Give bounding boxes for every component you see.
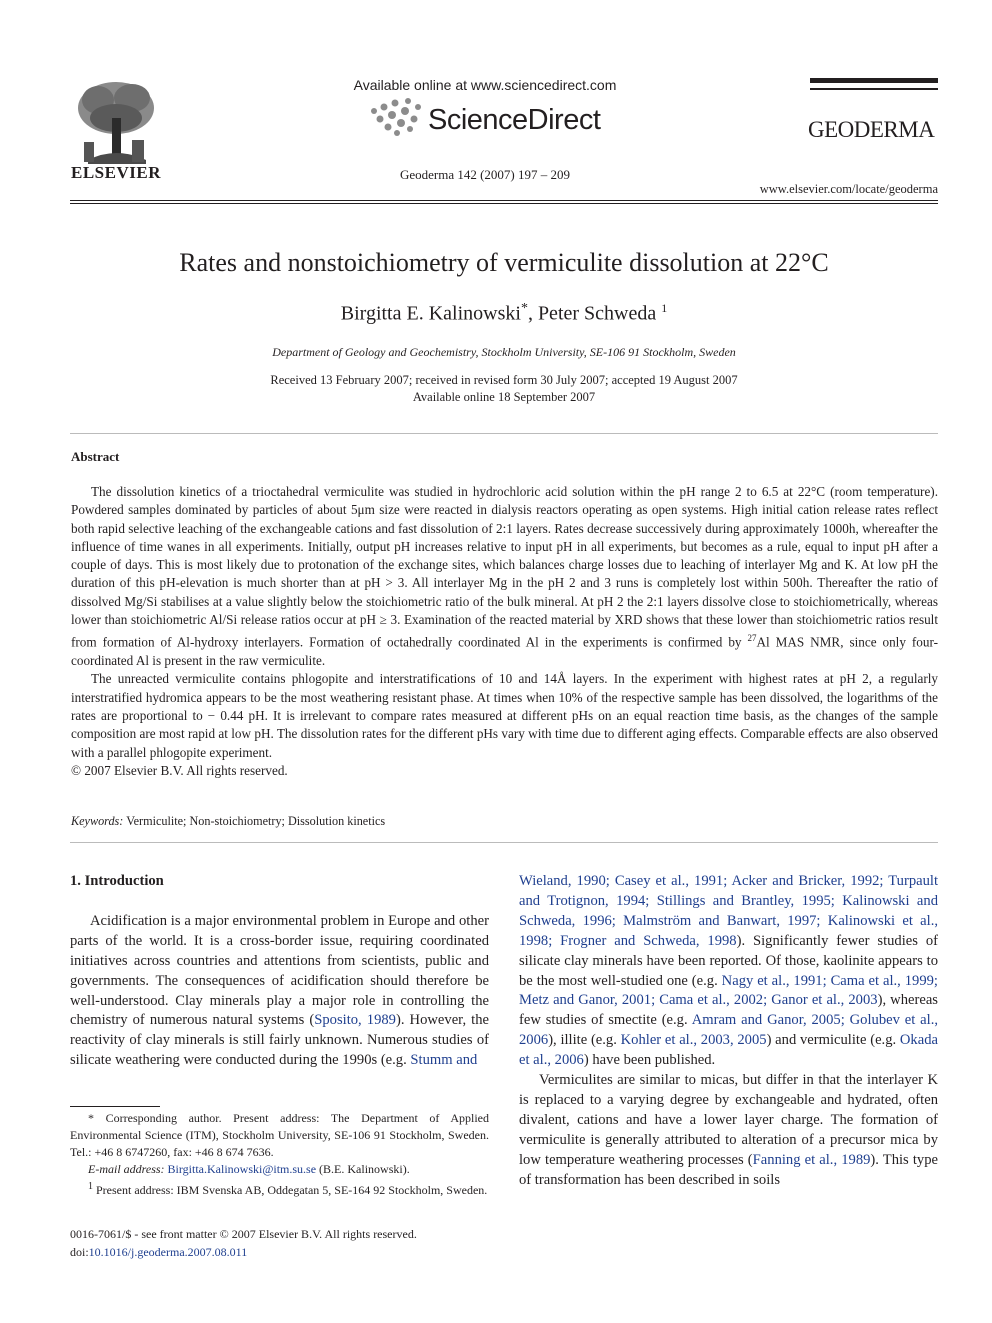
available-online-text[interactable]: Available online at www.sciencedirect.com xyxy=(353,77,617,93)
reference-link[interactable]: Sposito, 1989 xyxy=(314,1012,396,1029)
sciencedirect-dots-icon xyxy=(368,97,430,139)
abstract-text: The dissolution kinetics of a trioctahedral vermiculite was studied in hydrochloric acid solution within the pH range 2 to 6.5 at 22°C (room temperature). Powdered samples dominated by particles of about 5μm size were reacted in dialysis reactors operating as open systems. High initial cation release rates reflect both rapid selective leaching of the exchangeable cations and fast dissolution of 2:1 layers. Rates decrease successively during approximately 1000h, whereafter the influence of time wanes in all experiments. Initially, output pH increases relative to input pH in all experiments, but becomes as a rule, equal to input pH after a couple of days. This is most likely due to protonation of the exchange sites, which balances charge losses due to leaching of interlayer Mg and K. At low pH the duration of this pH-elevation is much shorter than at pH > 3. All interlayer Mg in the pH 2 and 3 runs is completely lost within 500h. Thereafter the ratio of dissolved Mg/Si stabilises at a value slightly below the stoichiometric ratio of the bulk mineral. At pH 2 the 2:1 layers dissolve close to stoichiometrically, whereas lower than stoichiometric Al/Si release ratios occur at pH ≥ 3. Examination of the reacted material by XRD shows that these lower than stoichiometric ratios result from formation of Al-hydroxy interlayers. Formation of octahedrally coordinated Al in the experiments is confirmed by xyxy=(71,484,938,650)
reference-link[interactable]: Wieland, 1990; Casey et al., 1991; Acker and Bricker, 1992; Turpault and Trotignon, 1994; Stillings and Brantley, 1995; Kalinowski and Schweda, 1996; Malmström and Banwart, 1997; Kalinowski et al., 1998; Frogner and Schweda, 1998 xyxy=(519,873,938,949)
keywords xyxy=(71,814,938,829)
body-text: ). Significantly fewer studies of silicate clay minerals have been reported. Of those, kaolinite appears to be the most well-studied one (e.g. xyxy=(519,932,938,989)
body-paragraph xyxy=(519,1071,938,1190)
keywords-label: Keywords: xyxy=(71,814,124,828)
author-mark[interactable]: * xyxy=(520,301,528,316)
reference-link[interactable]: Nagy et al., 1991; Cama et al., 1999; Metz and Ganor, 2001; Cama et al., 2002; Ganor et al., 2003 xyxy=(519,972,938,1009)
reference-link[interactable]: Okada et al., 2006 xyxy=(519,1032,938,1069)
doi-line xyxy=(70,1243,500,1261)
body-text: ). This type of transformation has been described in soils xyxy=(519,1151,938,1188)
article-title: Rates and nonstoichiometry of vermiculite dissolution at 22°C xyxy=(179,248,829,277)
footnote-text: Corresponding author. Present address: The Department of Applied Environmental Science (ITM), Stockholm University, SE-106 91 Stockholm, Sweden. Tel.: +46 8 6747260, fax: +46 8 674 7636. xyxy=(70,1111,490,1159)
body-text: Acidification is a major environmental problem in Europe and other parts of the world. It is a cross-border issue, requiring coordinated initiatives across countries and attentions from scientists, public and governments. The consequences of acidification should therefore be well-understood. Clay minerals play a major role in controlling the chemistry of numerous natural systems ( xyxy=(70,912,489,1029)
footnote-email xyxy=(70,1161,489,1178)
author-list: Birgitta E. Kalinowski*, Peter Schweda $^1$ xyxy=(340,301,668,325)
doi-link[interactable]: 10.1016/j.geoderma.2007.08.011 xyxy=(88,1245,248,1259)
footnote-mark: * xyxy=(88,1111,94,1125)
reference-link[interactable]: Stumm and xyxy=(410,1052,478,1069)
footnote-text: Present address: IBM Svenska AB, Oddegatan 5, SE-164 92 Stockholm, Sweden. xyxy=(96,1183,488,1197)
right-column xyxy=(519,872,938,1191)
body-text: ), illite (e.g. xyxy=(548,1032,621,1049)
isotope-superscript: 27 xyxy=(747,633,757,644)
email-suffix: (B.E. Kalinowski). xyxy=(316,1162,410,1176)
affiliation: Department of Geology and Geochemistry, Stockholm University, SE-106 91 Stockholm, Sweden xyxy=(272,345,736,359)
publisher-name: ELSEVIER xyxy=(71,163,161,182)
issn-line: 0016-7061/$ - see front matter © 2007 Elsevier B.V. All rights reserved. xyxy=(70,1227,417,1241)
author-mark[interactable]: 1 xyxy=(661,301,668,315)
author-name[interactable]: Birgitta E. Kalinowski xyxy=(340,302,521,325)
journal-url[interactable]: www.elsevier.com/locate/geoderma xyxy=(759,182,938,196)
reference-link[interactable]: Amram and Ganor, 2005; Golubev et al., 2006 xyxy=(519,1012,938,1049)
journal-header-bar-thin xyxy=(810,88,938,90)
reference-link[interactable]: Fanning et al., 1989 xyxy=(752,1151,871,1168)
footnotes xyxy=(70,1110,489,1199)
left-column xyxy=(70,872,489,1071)
received-dates: Received 13 February 2007; received in revised form 30 July 2007; accepted 19 August 2007 xyxy=(270,373,738,387)
header-rule xyxy=(70,200,938,201)
body-paragraph xyxy=(70,912,489,1071)
abstract-copyright: © 2007 Elsevier B.V. All rights reserved. xyxy=(71,762,288,778)
abstract-paragraph xyxy=(71,483,938,670)
reference-link[interactable]: Kohler et al., 2003, 2005 xyxy=(620,1032,767,1049)
footnote-corresponding xyxy=(70,1110,489,1161)
available-online-date: Available online 18 September 2007 xyxy=(412,390,596,404)
abstract-paragraph: The unreacted vermiculite contains phlogopite and interstratifications of 10 and 14Å layers. In the experiment with highest rates at pH 2, a regularly interstratified hydromica appears to be the most weathering resistant phase. At times when 10% of the respective sample has been dissolved, the logarithms of the rates are proportional to − 0.44 pH. It is irrelevant to compare rates measured at different pHs on an equal reaction time basis, as the changes of the sample composition are most rapid at low pH. The dissolution rates for the different pHs vary with time due to different aging effects. Comparable effects are also observed with a parallel phlogopite experiment. xyxy=(71,671,938,760)
body-text: ) and vermiculite (e.g. xyxy=(766,1032,900,1049)
journal-name: GEODERMA xyxy=(808,117,935,142)
journal-citation: Geoderma 142 (2007) 197 – 209 xyxy=(399,167,571,182)
sciencedirect-wordmark[interactable]: ScienceDirect xyxy=(428,104,601,136)
abstract-body xyxy=(71,483,938,780)
abstract-top-rule xyxy=(70,433,938,434)
author-name[interactable]: Peter Schweda xyxy=(537,302,657,325)
keywords-text: Vermiculite; Non-stoichiometry; Dissolution kinetics xyxy=(126,814,386,828)
body-text: ) have been published. xyxy=(583,1052,716,1069)
body-text: Vermiculites are similar to micas, but differ in that the interlayer K is replaced to a varying degree by exchangeable and hydrated, often divalent, cations and have a lower layer charge. The formation of vermiculite is generally attributed to alteration of a precursor mica by low temperature weathering processes ( xyxy=(519,1072,938,1168)
abstract-heading: Abstract xyxy=(71,449,120,464)
body-text: ). However, the reactivity of clay minerals is still fairly unknown. Numerous studies of silicate weathering were conducted during the 1990s (e.g. xyxy=(70,1012,490,1069)
section-heading: 1. Introduction xyxy=(70,873,164,889)
abstract-bottom-rule xyxy=(70,842,938,843)
footnote-present-address xyxy=(70,1178,489,1199)
header-rule-secondary xyxy=(70,203,938,204)
abstract-text: Al MAS NMR, since only four-coordinated Al is present in the raw vermiculite. xyxy=(71,634,938,669)
email-link[interactable]: Birgitta.Kalinowski@itm.su.se xyxy=(167,1162,317,1176)
body-paragraph xyxy=(519,872,938,1071)
footnote-mark: 1 xyxy=(88,1181,93,1192)
email-label: E-mail address: xyxy=(88,1162,165,1176)
footnote-rule xyxy=(70,1106,160,1107)
issn-block xyxy=(70,1225,500,1261)
journal-header-bar xyxy=(810,78,938,83)
body-text: ), whereas few studies of smectite (e.g. xyxy=(519,992,938,1029)
article-history xyxy=(70,372,938,406)
doi-label: doi: xyxy=(70,1245,89,1259)
